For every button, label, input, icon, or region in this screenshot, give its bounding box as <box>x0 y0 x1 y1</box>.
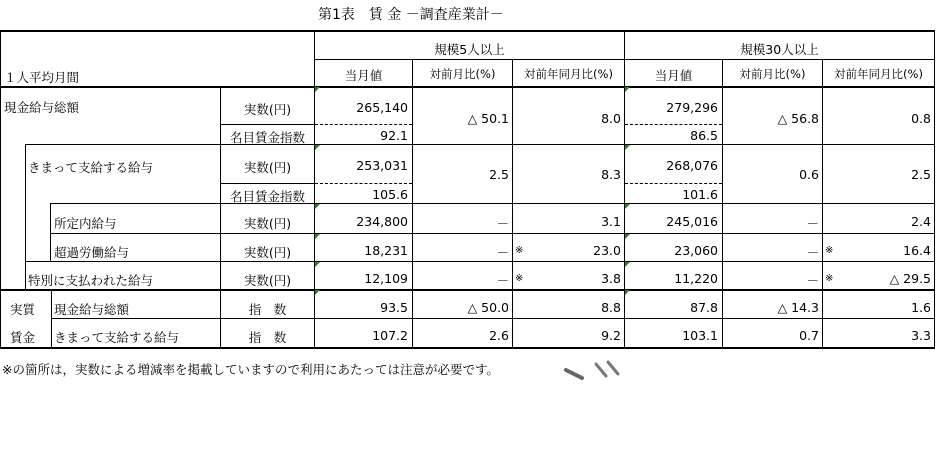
value-cell: 3.3 <box>911 328 931 343</box>
footnote: ※の箇所は，実数による増減率を掲載していますので利用にあたっては注意が必要です。 <box>2 362 499 377</box>
value-cell: 3.1 <box>601 214 621 229</box>
value-cell: 2.5 <box>911 167 931 182</box>
value-cell: 87.8 <box>690 300 718 315</box>
header-group-30: 規模30人以上 <box>740 42 819 57</box>
value-cell: 16.4 <box>903 243 931 258</box>
value-cell: 234,800 <box>356 214 408 229</box>
value-cell: 8.8 <box>601 300 621 315</box>
value-cell: 245,016 <box>666 214 718 229</box>
value-cell: 3.8 <box>601 271 621 286</box>
row-label-kimatte: きまって支給する給与 <box>28 160 154 175</box>
value-cell: 9.2 <box>601 328 621 343</box>
row-unit: 名目賃金指数 <box>229 130 305 145</box>
value-cell: 2.4 <box>911 214 931 229</box>
value-cell: － <box>806 245 819 260</box>
value-cell: 23.0 <box>593 243 621 258</box>
header-row-label: １人平均月間 <box>4 70 80 85</box>
header-current-30: 当月値 <box>654 68 693 83</box>
value-cell: 0.7 <box>799 328 819 343</box>
value-cell: 265,140 <box>356 100 408 115</box>
real-wage-label-1: 実質 <box>10 302 36 317</box>
real-wage-label-2: 賃金 <box>10 330 36 345</box>
value-cell: 86.5 <box>690 128 718 143</box>
value-cell: － <box>496 216 509 231</box>
value-cell: 279,296 <box>666 100 718 115</box>
row-unit: 名目賃金指数 <box>229 189 305 204</box>
note-mark: ※ <box>825 245 834 256</box>
value-cell: 8.3 <box>601 167 621 182</box>
row-unit: 実数(円) <box>243 216 292 231</box>
value-cell: △ 14.3 <box>777 300 819 315</box>
value-cell: 2.5 <box>489 167 509 182</box>
row-unit: 実数(円) <box>243 160 292 175</box>
row-label-choka: 超過労働給与 <box>54 245 130 260</box>
note-mark: ※ <box>825 273 834 284</box>
table-title: 第1表 賃 金 －調査産業計－ <box>318 7 504 23</box>
row-label-real-kimatte: きまって支給する給与 <box>54 330 180 345</box>
value-cell: 2.6 <box>489 328 509 343</box>
value-cell: － <box>496 245 509 260</box>
header-yoy-30: 対前年同月比(%) <box>834 67 923 81</box>
value-cell: 253,031 <box>356 158 408 173</box>
value-cell: 268,076 <box>666 158 718 173</box>
row-label-genkin: 現金給与総額 <box>4 100 80 115</box>
value-cell: 107.2 <box>372 328 408 343</box>
value-cell: 103.1 <box>682 328 718 343</box>
header-current-5: 当月値 <box>344 68 383 83</box>
row-unit: 指 数 <box>248 302 287 317</box>
row-label-tokubetsu: 特別に支払われた給与 <box>28 273 154 288</box>
row-unit: 実数(円) <box>243 245 292 260</box>
header-group-5: 規模5人以上 <box>434 42 505 57</box>
value-cell: △ 50.0 <box>467 300 509 315</box>
note-mark: ※ <box>515 245 524 256</box>
value-cell: 92.1 <box>380 128 408 143</box>
value-cell: 12,109 <box>364 271 408 286</box>
value-cell: 1.6 <box>911 300 931 315</box>
value-cell: － <box>806 273 819 288</box>
value-cell: 101.6 <box>682 187 718 202</box>
value-cell: 11,220 <box>674 271 718 286</box>
row-label-real-genkin: 現金給与総額 <box>54 302 130 317</box>
note-mark: ※ <box>515 273 524 284</box>
value-cell: 0.8 <box>911 111 931 126</box>
value-cell: － <box>496 273 509 288</box>
value-cell: △ 56.8 <box>777 111 819 126</box>
value-cell: △ 50.1 <box>467 111 509 126</box>
value-cell: 93.5 <box>380 300 408 315</box>
row-unit: 実数(円) <box>243 102 292 117</box>
header-yoy-5: 対前年同月比(%) <box>524 67 613 81</box>
row-label-shoteinai: 所定内給与 <box>54 216 117 231</box>
value-cell: △ 29.5 <box>889 271 931 286</box>
scribble-mark <box>560 358 630 384</box>
row-unit: 指 数 <box>248 330 287 345</box>
value-cell: 105.6 <box>372 187 408 202</box>
value-cell: 0.6 <box>799 167 819 182</box>
header-mom-30: 対前月比(%) <box>739 67 806 81</box>
header-mom-5: 対前月比(%) <box>429 67 496 81</box>
value-cell: － <box>806 216 819 231</box>
row-unit: 実数(円) <box>243 273 292 288</box>
value-cell: 8.0 <box>601 111 621 126</box>
value-cell: 18,231 <box>364 243 408 258</box>
value-cell: 23,060 <box>674 243 718 258</box>
